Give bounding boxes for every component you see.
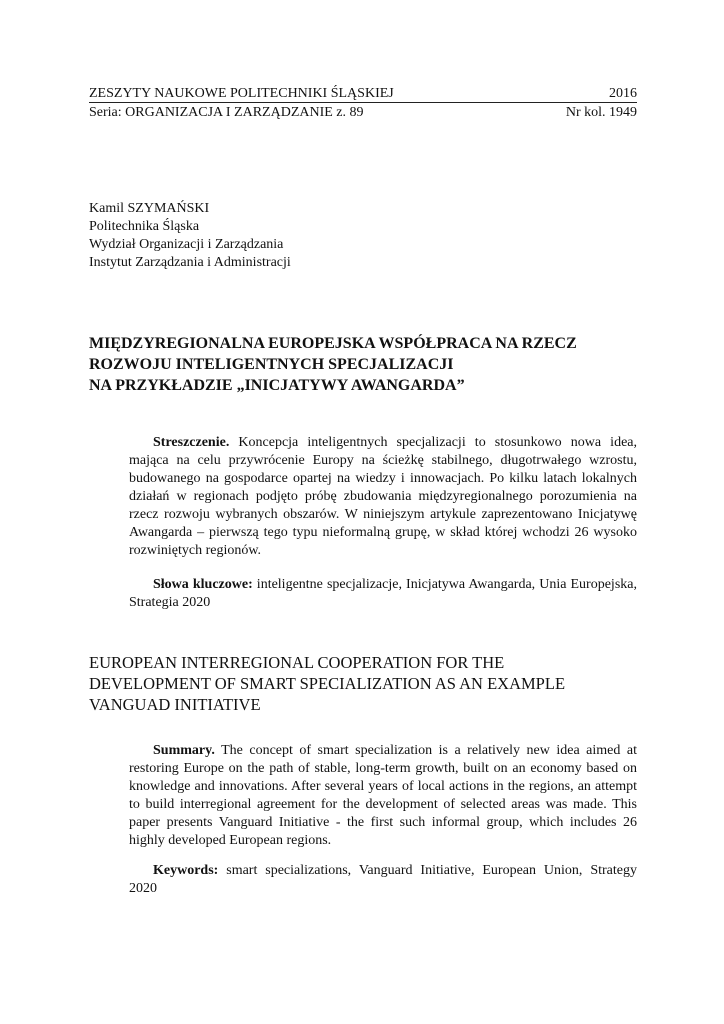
title-line: EUROPEAN INTERREGIONAL COOPERATION FOR THE — [89, 653, 505, 672]
header-rule — [89, 102, 637, 103]
affiliation-line: Instytut Zarządzania i Administracji — [89, 255, 291, 270]
volume-number: Nr kol. 1949 — [565, 105, 637, 120]
title-line: VANGUAD INITIATIVE — [89, 695, 261, 714]
journal-year: 2016 — [609, 86, 637, 101]
keywords-text: inteligentne specjalizacje, Inicjatywa Awangarda, Unia Europejska, Strategia 2020 — [129, 577, 637, 610]
series-name: Seria: ORGANIZACJA I ZARZĄDZANIE z. 89 — [89, 105, 364, 120]
title-english — [89, 652, 649, 715]
title-line: NA PRZYKŁADZIE „INICJATYWY AWANGARDA” — [89, 377, 465, 394]
keywords-label: Keywords: — [153, 863, 219, 878]
keywords-polish — [129, 576, 637, 612]
keywords-english — [129, 862, 637, 898]
summary-text: The concept of smart specialization is a relatively new idea aimed at restoring Europe on the path of stable, long-term growth, built on an economy based on knowledge and innovations. After several years of local actions in the regions, an attempt to build interregional agreement for the development of selected areas was made. This paper presents Vanguard Initiative - the first such informal group, which includes 26 highly developed European regions. — [129, 743, 637, 848]
author-name: Kamil SZYMAŃSKI — [89, 201, 210, 216]
abstract-text: Koncepcja inteligentnych specjalizacji to stosunkowo nowa idea, mająca na celu przywrócenie Europy na ścieżkę stabilnego, długotrwałego wzrostu, budowanego na gospodarce opartej na wiedzy i innowacjach. Po kilku latach lokalnych działań w regionach podjęto próbę zbudowania międzyregionalnego porozumienia na rzecz rozwoju wybranych obszarów. W niniejszym artykule zaprezentowano Inicjatywę Awangarda – pierwszą tego typu nieformalną grupę, w skład której wchodzi 26 wysoko rozwiniętych regionów. — [129, 435, 637, 558]
title-polish — [89, 333, 649, 396]
title-line: DEVELOPMENT OF SMART SPECIALIZATION AS AN EXAMPLE — [89, 674, 566, 693]
keywords-text: smart specializations, Vanguard Initiative, European Union, Strategy 2020 — [129, 863, 637, 896]
abstract-polish — [129, 434, 637, 560]
abstract-english — [129, 742, 637, 850]
running-header-bottom — [89, 104, 637, 121]
author-block — [89, 200, 291, 272]
affiliation-line: Politechnika Śląska — [89, 219, 200, 234]
journal-name: ZESZYTY NAUKOWE POLITECHNIKI ŚLĄSKIEJ — [89, 86, 394, 101]
title-line: MIĘDZYREGIONALNA EUROPEJSKA WSPÓŁPRACA NA RZECZ — [89, 335, 577, 352]
running-header-top — [89, 85, 637, 102]
summary-label: Summary. — [153, 743, 215, 758]
abstract-label: Streszczenie. — [153, 435, 230, 450]
keywords-label: Słowa kluczowe: — [153, 577, 253, 592]
title-line: ROZWOJU INTELIGENTNYCH SPECJALIZACJI — [89, 356, 454, 373]
affiliation-line: Wydział Organizacji i Zarządzania — [89, 237, 284, 252]
